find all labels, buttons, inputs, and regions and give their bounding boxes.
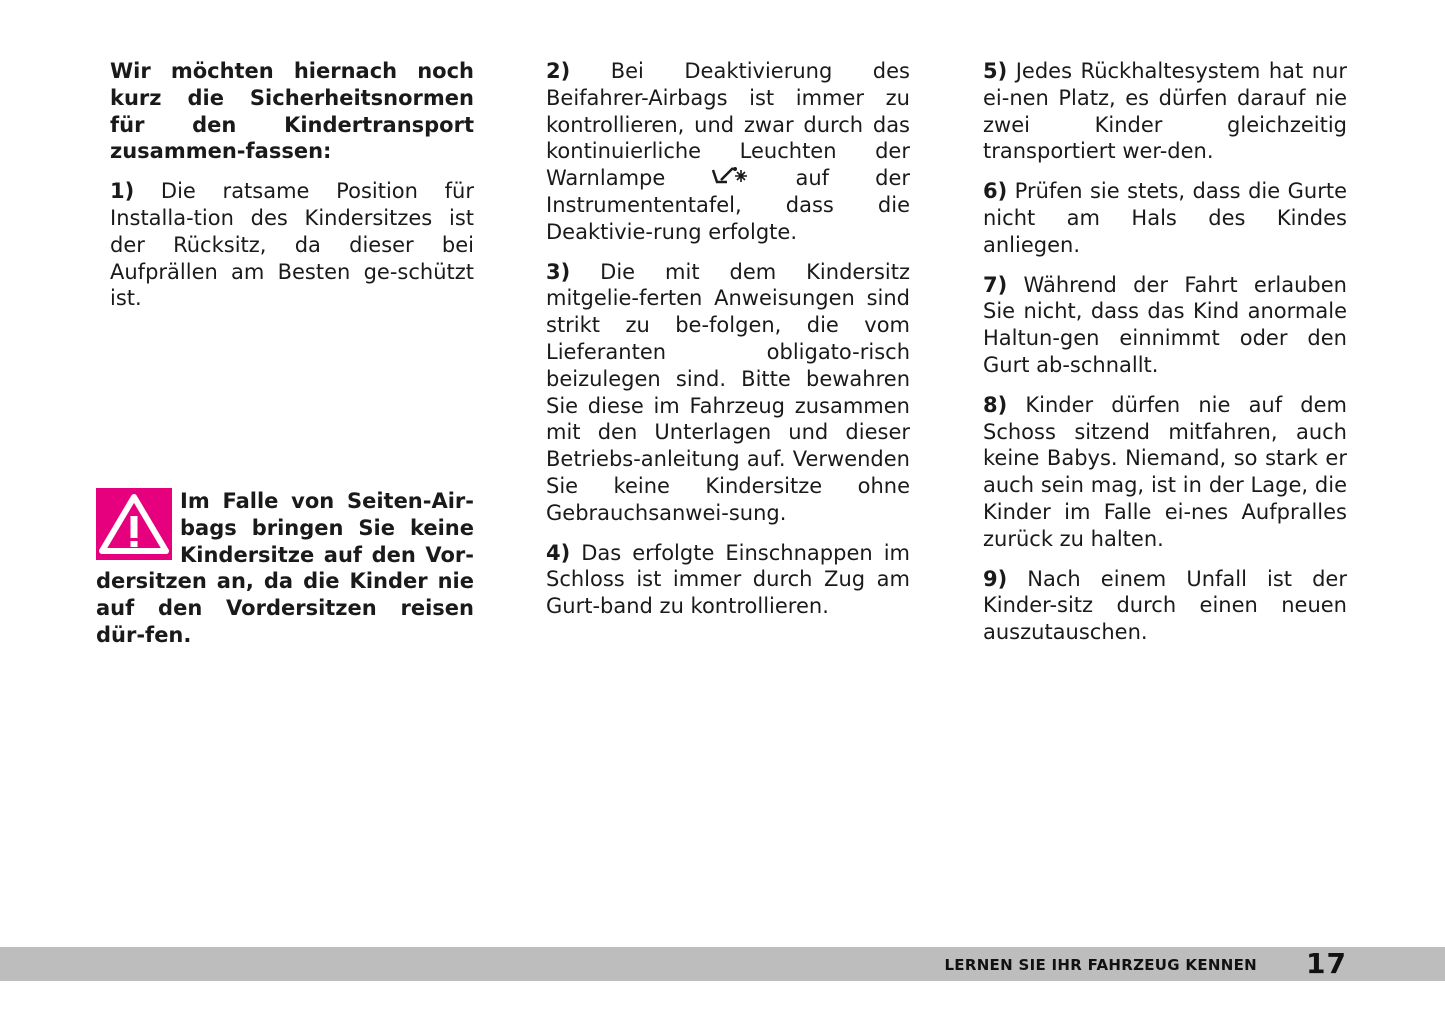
rule-item-4 (532, 540, 910, 620)
rule-text: Prüfen sie stets, dass die Gurte nicht am Hals des Kindes anliegen. (983, 179, 1347, 257)
section-title: LERNEN SIE IHR FAHRZEUG KENNEN (944, 956, 1257, 974)
warning-text: Im Falle von Seiten-Air-bags bringen Sie keine Kindersitze auf den Vor-dersitzen an, da die Kinder nie auf den Vordersitzen reisen dür-fen. (96, 489, 474, 647)
rule-text: Während der Fahrt erlauben Sie nicht, dass das Kind anormale Haltun-gen einnimmt oder den Gurt ab-schnallt. (983, 272, 1347, 377)
page-number: 17 (1306, 947, 1347, 980)
warning-triangle-icon (96, 488, 172, 560)
warning-box (96, 488, 474, 649)
rule-number: 5) (983, 59, 1008, 83)
rule-item-1 (96, 178, 474, 312)
rule-number: 4) (546, 540, 571, 565)
rule-item-9 (969, 566, 1347, 646)
rule-number: 2) (546, 59, 571, 83)
rule-text: Bei Deaktivierung des Beifahrer-Airbags ist immer zu kontrollieren, und zwar durch das kontinuierliche Leuchten der Warnlampe (546, 59, 910, 191)
rule-text: Jedes Rückhaltesystem hat nur ei-nen Platz, es dürfen darauf nie zwei Kinder gleichzeitig transportiert wer-den. (983, 59, 1347, 164)
rule-number: 7) (983, 272, 1008, 297)
rule-text: Die mit dem Kindersitz mitgelie-ferten Anweisungen sind strikt zu be-folgen, die vom Lieferanten obligato-risch beizulegen sind. Bitte bewahren Sie diese im Fahrzeug zusammen mit den Unterlagen und dieser Betriebs-anleitung auf. Verwenden Sie keine Kindersitze ohne Gebrauchsanwei-sung. (546, 259, 910, 525)
column-middle (532, 58, 910, 633)
column-left (96, 58, 474, 325)
rule-text-continued: auf der Instrumententafel, dass die Deaktivie-rung erfolgte. (546, 166, 911, 244)
column-right (969, 58, 1347, 659)
rule-text: Das erfolgte Einschnappen im Schloss ist immer durch Zug am Gurt-band zu kontrollieren. (546, 540, 910, 619)
rule-item-3 (532, 259, 910, 527)
page-footer (0, 947, 1445, 981)
rule-item-8 (969, 392, 1347, 553)
intro-heading: Wir möchten hiernach noch kurz die Sicherheitsnormen für den Kindertransport zusammen-fassen: (110, 59, 474, 164)
rule-item-5 (969, 58, 1347, 165)
rule-number: 9) (983, 566, 1008, 591)
airbag-deactivated-warning-light-icon (711, 166, 749, 188)
rule-number: 1) (110, 179, 135, 204)
rule-text: Die ratsame Position für Installa-tion des Kindersitzes ist der Rücksitz, da dieser bei Aufprällen am Besten ge-schützt ist. (110, 179, 474, 311)
rule-number: 6) (983, 179, 1008, 204)
rule-item-2 (532, 58, 910, 246)
rule-item-7 (969, 272, 1347, 379)
rule-text: Kinder dürfen nie auf dem Schoss sitzend mitfahren, auch keine Babys. Niemand, so stark er auch sein mag, ist in der Lage, die Kinder im Falle ei-nes Aufpralles zurück zu halten. (983, 392, 1347, 551)
rule-number: 3) (546, 259, 571, 284)
rule-text: Nach einem Unfall ist der Kinder-sitz durch einen neuen auszutauschen. (983, 566, 1347, 645)
rule-number: 8) (983, 392, 1008, 417)
rule-item-6 (969, 178, 1347, 258)
